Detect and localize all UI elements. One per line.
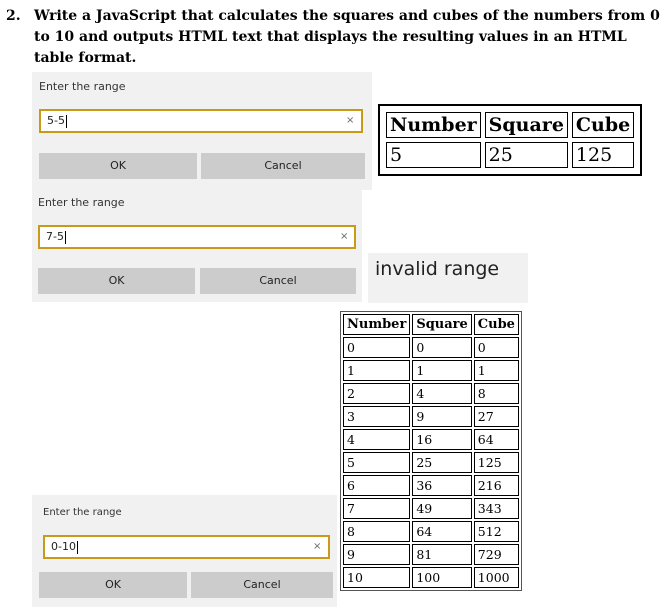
- table-cell: 9: [343, 544, 410, 565]
- table-cell: 10: [343, 567, 410, 588]
- table-cell: 125: [474, 452, 519, 473]
- table-cell: 81: [412, 544, 471, 565]
- table-cell: 512: [474, 521, 519, 542]
- question: [6, 6, 661, 69]
- table-cell: 5: [386, 142, 481, 168]
- table-row: [343, 544, 519, 565]
- column-header: Cube: [474, 314, 519, 335]
- prompt-dialog-1: [32, 72, 372, 190]
- table-row: [343, 360, 519, 381]
- table-row: [386, 142, 634, 168]
- clear-icon[interactable]: ×: [340, 231, 349, 242]
- prompt-dialog-2: [32, 190, 362, 302]
- table-cell: 49: [412, 498, 471, 519]
- table-cell: 5: [343, 452, 410, 473]
- table-cell: 3: [343, 406, 410, 427]
- table-cell: 2: [343, 383, 410, 404]
- range-input[interactable]: 0-10: [43, 535, 330, 559]
- table-row: [343, 521, 519, 542]
- table-cell: 1: [474, 360, 519, 381]
- column-header: Square: [485, 112, 568, 138]
- invalid-range-message: invalid range: [368, 253, 528, 303]
- text-caret: [77, 541, 78, 554]
- table-cell: 6: [343, 475, 410, 496]
- table-cell: 27: [474, 406, 519, 427]
- table-cell: 343: [474, 498, 519, 519]
- table-cell: 7: [343, 498, 410, 519]
- text-caret: [65, 231, 66, 244]
- table-cell: 25: [412, 452, 471, 473]
- question-text: Write a JavaScript that calculates the squares and cubes of the numbers from 0 to 10 and outputs HTML text that displays the resulting values in an HTML table format.: [34, 8, 660, 66]
- table-cell: 4: [343, 429, 410, 450]
- prompt-label: Enter the range: [43, 507, 122, 518]
- table-cell: 25: [485, 142, 568, 168]
- ok-button[interactable]: OK: [39, 572, 187, 598]
- question-number: 2.: [6, 8, 21, 24]
- table-cell: 8: [474, 383, 519, 404]
- range-input[interactable]: 7-5: [38, 225, 356, 249]
- table-cell: 0: [412, 337, 471, 358]
- table-cell: 216: [474, 475, 519, 496]
- prompt-label: Enter the range: [39, 80, 126, 93]
- table-row: [343, 337, 519, 358]
- column-header: Cube: [572, 112, 634, 138]
- cancel-button[interactable]: Cancel: [200, 268, 356, 294]
- cancel-button[interactable]: Cancel: [191, 572, 333, 598]
- table-row: [343, 406, 519, 427]
- table-cell: 36: [412, 475, 471, 496]
- table-row: [343, 475, 519, 496]
- table-cell: 125: [572, 142, 634, 168]
- table-cell: 0: [474, 337, 519, 358]
- table-cell: 0: [343, 337, 410, 358]
- table-cell: 64: [412, 521, 471, 542]
- prompt-label: Enter the range: [38, 196, 125, 209]
- table-cell: 64: [474, 429, 519, 450]
- result-table-single: [378, 104, 642, 176]
- clear-icon[interactable]: ×: [313, 541, 322, 552]
- table-cell: 8: [343, 521, 410, 542]
- ok-button[interactable]: OK: [38, 268, 195, 294]
- table-cell: 1: [343, 360, 410, 381]
- table-cell: 16: [412, 429, 471, 450]
- column-header: Number: [386, 112, 481, 138]
- table-cell: 4: [412, 383, 471, 404]
- table-row: [343, 383, 519, 404]
- cancel-button[interactable]: Cancel: [201, 153, 365, 179]
- table-row: [343, 498, 519, 519]
- result-table-full: [340, 311, 522, 591]
- clear-icon[interactable]: ×: [346, 115, 355, 126]
- table-row: [343, 567, 519, 588]
- range-input[interactable]: 5-5: [39, 109, 363, 133]
- table-cell: 1000: [474, 567, 519, 588]
- text-caret: [66, 115, 67, 128]
- table-cell: 1: [412, 360, 471, 381]
- prompt-dialog-3: [32, 495, 337, 607]
- table-row: [343, 429, 519, 450]
- table-cell: 9: [412, 406, 471, 427]
- column-header: Number: [343, 314, 410, 335]
- table-cell: 100: [412, 567, 471, 588]
- table-row: [343, 452, 519, 473]
- ok-button[interactable]: OK: [39, 153, 197, 179]
- column-header: Square: [412, 314, 471, 335]
- table-cell: 729: [474, 544, 519, 565]
